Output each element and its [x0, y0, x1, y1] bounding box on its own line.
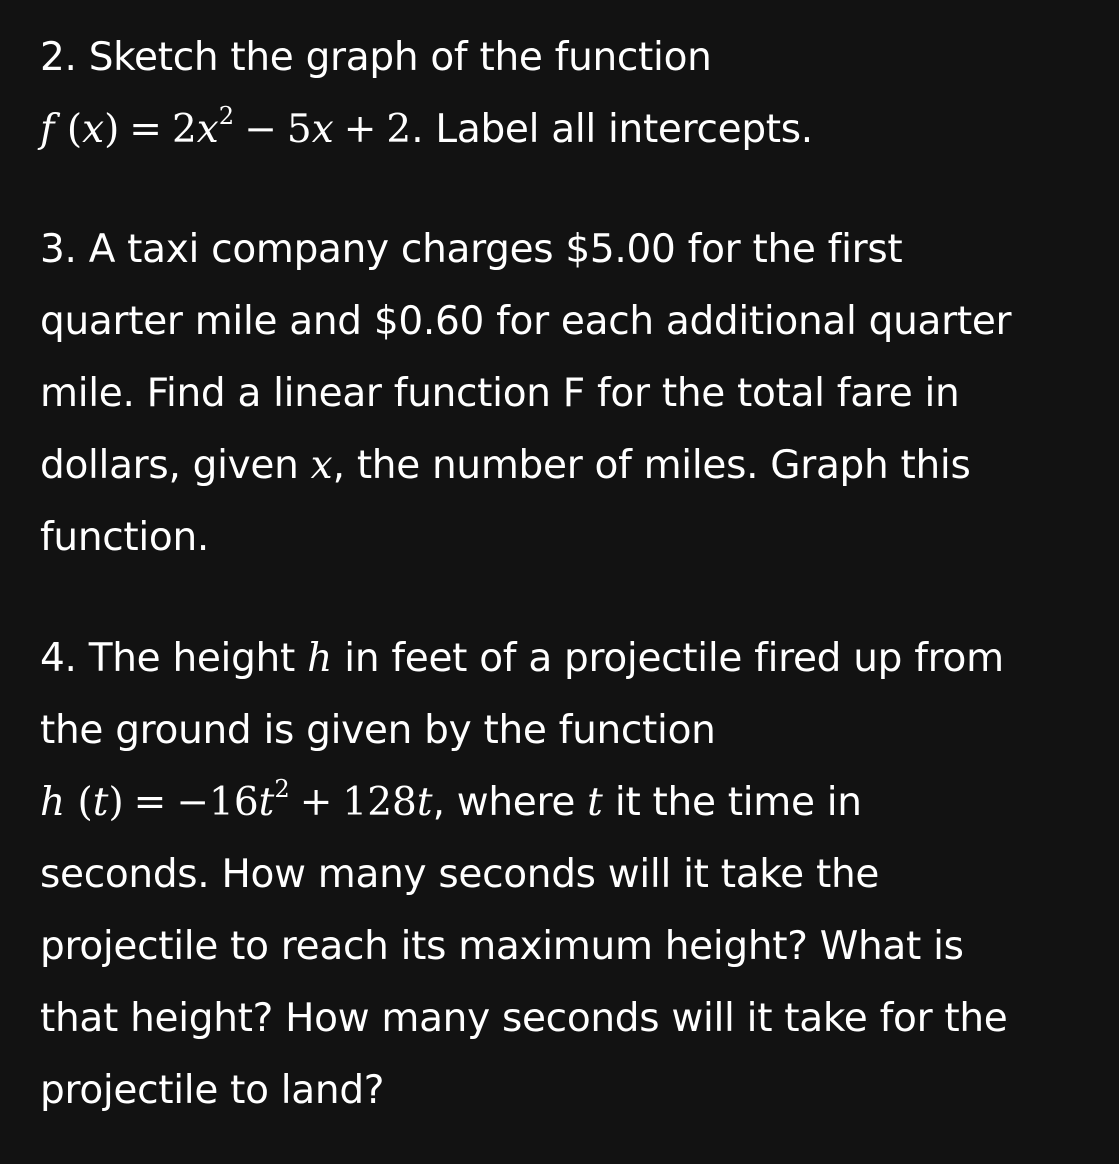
- variable-t: t: [587, 780, 603, 825]
- problem-3-line-4: [40, 442, 970, 490]
- problem-3-line-3: mile. Find a linear function F for the total fare in: [40, 371, 960, 416]
- variable-x: x: [310, 443, 333, 488]
- math-x-linear: x: [311, 107, 334, 152]
- math-equals: =: [133, 780, 167, 825]
- math-plus: +: [343, 107, 377, 152]
- problem-4-line-1-b: in feet of a projectile fired up from: [332, 636, 1004, 681]
- math-minus: −: [244, 107, 277, 152]
- problem-4-line-3-b: it the time in: [602, 780, 862, 825]
- problem-4-line-1: [40, 635, 1004, 683]
- math-f: f: [40, 107, 55, 152]
- function-h-equation: [40, 774, 433, 825]
- problem-3-line-1: 3. A taxi company charges $5.00 for the first: [40, 227, 903, 272]
- problem-4-line-6: that height? How many seconds will it take for the: [40, 996, 1008, 1041]
- problem-4-line-2: the ground is given by the function: [40, 708, 716, 753]
- math-exponent: 2: [274, 774, 290, 803]
- math-rparen: ): [108, 780, 124, 825]
- math-t-linear: t: [416, 780, 433, 825]
- problem-3-line-4-b: , the number of miles. Graph this: [332, 443, 971, 488]
- problem-4-line-7: projectile to land?: [40, 1068, 385, 1113]
- math-exponent: 2: [218, 101, 235, 130]
- problem-3-line-2: quarter mile and $0.60 for each additional quarter: [40, 299, 1012, 344]
- math-x-squared: x: [196, 107, 219, 152]
- problem-3-line-5: function.: [40, 515, 210, 560]
- math-rparen: ): [104, 107, 120, 152]
- problem-4-line-3: [40, 774, 862, 827]
- math-plus: +: [299, 780, 333, 825]
- problem-3-line-4-a: dollars, given: [40, 443, 311, 488]
- math-x: x: [82, 107, 105, 152]
- problem-4-line-4: seconds. How many seconds will it take the: [40, 852, 880, 897]
- math-h: h: [40, 780, 66, 825]
- variable-h: h: [307, 636, 333, 681]
- problem-4-line-5: projectile to reach its maximum height? What is: [40, 924, 964, 969]
- math-t: t: [92, 780, 109, 825]
- math-neg-16: −16: [176, 780, 259, 825]
- math-coef-a: 2: [171, 107, 197, 152]
- problem-4-line-3-a: , where: [432, 780, 588, 825]
- problem-2-line-2: [40, 101, 813, 154]
- problem-2-line-1: 2. Sketch the graph of the function: [40, 35, 712, 80]
- math-t-squared: t: [258, 780, 275, 825]
- problem-2-line-2-text: . Label all intercepts.: [411, 107, 813, 152]
- math-constant: 2: [386, 107, 412, 152]
- problem-4-line-1-a: 4. The height: [40, 636, 308, 681]
- math-coef-b: 5: [286, 107, 312, 152]
- math-lparen: (: [77, 780, 93, 825]
- function-f-equation: [40, 101, 412, 152]
- math-coef-128: 128: [342, 780, 417, 825]
- math-equals: =: [129, 107, 162, 152]
- math-lparen: (: [66, 107, 83, 152]
